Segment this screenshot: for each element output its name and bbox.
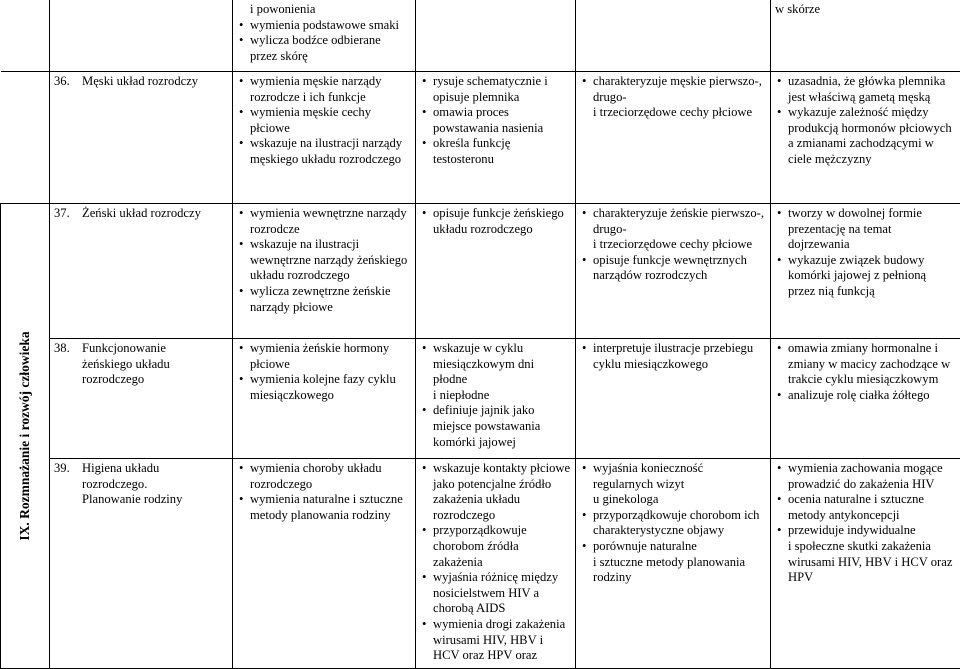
list-item: • wylicza zewnętrzne żeńskie narządy płciowe bbox=[237, 284, 411, 315]
list-item: • wymienia żeńskie hormony płciowe bbox=[237, 341, 411, 372]
table-row-39 bbox=[1, 459, 960, 669]
bullet-list bbox=[580, 508, 766, 555]
empty-cell bbox=[1, 72, 50, 204]
cell-top-col5 bbox=[771, 0, 960, 72]
list-item: • wykazuje związek budowy komórki jajowej z pełnioną przez nią funkcją bbox=[775, 253, 956, 300]
continuation-text: i powonienia bbox=[237, 2, 411, 18]
list-item: • definiuje jajnik jako miejsce powstawania komórki jajowej bbox=[420, 403, 571, 450]
list-item: • wymienia męskie cechy płciowe bbox=[237, 105, 411, 136]
cell-requirement bbox=[233, 204, 416, 339]
list-item: • wyjaśnia różnicę między nosicielstwem HIV a chorobą AIDS bbox=[420, 570, 571, 617]
cell-content bbox=[420, 206, 571, 237]
bullet-list bbox=[420, 403, 571, 450]
cell-requirement bbox=[576, 339, 771, 459]
lesson-number: 37. bbox=[54, 206, 82, 222]
cell-content bbox=[580, 341, 766, 372]
continuation-text: i trzeciorzędowe cechy płciowe bbox=[580, 237, 766, 253]
list-item: • opisuje funkcje wewnętrznych narządów rozrodczych bbox=[580, 253, 766, 284]
cell-top-col4 bbox=[576, 0, 771, 72]
cell-requirement bbox=[576, 459, 771, 669]
list-item: • wymienia podstawowe smaki bbox=[237, 18, 411, 34]
bullet-list bbox=[580, 253, 766, 284]
cell-content bbox=[420, 461, 571, 664]
list-item: • wyjaśnia konieczność regularnych wizyt bbox=[580, 461, 766, 492]
bullet-list bbox=[580, 74, 766, 105]
lesson-cell bbox=[50, 72, 233, 204]
lesson-content bbox=[54, 206, 228, 222]
bullet-list bbox=[237, 18, 411, 65]
empty-cell bbox=[50, 0, 233, 72]
bullet-list bbox=[775, 461, 956, 539]
list-item: • uzasadnia, że główka plemnika jest właściwą gametą męską bbox=[775, 74, 956, 105]
bullet-list bbox=[420, 341, 571, 388]
bullet-list bbox=[580, 341, 766, 372]
cell-requirement bbox=[416, 459, 576, 669]
table-row-top bbox=[1, 0, 960, 72]
lesson-cell bbox=[50, 204, 233, 339]
bullet-list bbox=[775, 74, 956, 168]
bullet-list bbox=[237, 74, 411, 168]
cell-requirement bbox=[771, 339, 960, 459]
cell-requirement bbox=[576, 204, 771, 339]
bullet-list bbox=[420, 206, 571, 237]
cell-content bbox=[775, 2, 956, 18]
list-item: • wylicza bodźce odbierane przez skórę bbox=[237, 33, 411, 64]
cell-requirement bbox=[771, 459, 960, 669]
cell-content bbox=[580, 461, 766, 586]
list-item: • wymienia drogi zakażenia wirusami HIV, HBV i HCV oraz HPV oraz bbox=[420, 617, 571, 664]
lesson-content bbox=[54, 74, 228, 90]
lesson-number: 36. bbox=[54, 74, 82, 90]
list-item: • wymienia wewnętrzne narządy rozrodcze bbox=[237, 206, 411, 237]
cell-requirement bbox=[416, 72, 576, 204]
continuation-text: i społeczne skutki zakażenia wirusami HIV, HBV i HCV oraz HPV bbox=[775, 539, 956, 586]
list-item: • przyporządkowuje chorobom źródła zakażenia bbox=[420, 523, 571, 570]
cell-content bbox=[420, 74, 571, 168]
cell-top-col3 bbox=[416, 0, 576, 72]
bullet-list bbox=[237, 461, 411, 523]
lesson-topic: Higiena układu rozrodczego. Planowanie rodziny bbox=[82, 461, 207, 508]
lesson-content bbox=[54, 461, 228, 508]
lesson-cell bbox=[50, 459, 233, 669]
list-item: • tworzy w dowolnej formie prezentację na temat dojrzewania bbox=[775, 206, 956, 253]
cell-content bbox=[775, 206, 956, 300]
cell-content bbox=[237, 206, 411, 315]
cell-content bbox=[420, 341, 571, 450]
cell-requirement bbox=[771, 204, 960, 339]
cell-content bbox=[580, 206, 766, 284]
list-item: • omawia zmiany hormonalne i zmiany w macicy zachodzące w trakcie cyklu miesiączkowym bbox=[775, 341, 956, 388]
list-item: • wskazuje w cyklu miesiączkowym dni płodne bbox=[420, 341, 571, 388]
cell-content bbox=[237, 2, 411, 64]
bullet-list bbox=[775, 206, 956, 300]
continuation-text: i trzeciorzędowe cechy płciowe bbox=[580, 105, 766, 121]
list-item: • wymienia kolejne fazy cyklu miesiączkowego bbox=[237, 372, 411, 403]
lesson-topic: Żeński układ rozrodczy bbox=[82, 206, 207, 222]
cell-requirement bbox=[576, 72, 771, 204]
continuation-text: u ginekologa bbox=[580, 492, 766, 508]
list-item: • ocenia naturalne i sztuczne metody antykoncepcji bbox=[775, 492, 956, 523]
bullet-list bbox=[775, 341, 956, 403]
cell-requirement bbox=[416, 204, 576, 339]
lesson-topic: Funkcjonowanie żeńskiego układu rozrodczego bbox=[82, 341, 207, 388]
cell-content bbox=[775, 74, 956, 168]
list-item: • wskazuje na ilustracji wewnętrzne narządy żeńskiego układu rozrodczego bbox=[237, 237, 411, 284]
continuation-text: w skórze bbox=[775, 2, 956, 18]
cell-requirement bbox=[233, 459, 416, 669]
section-title: IX. Rozmnażanie i rozwój człowieka bbox=[17, 331, 33, 540]
table-row-36 bbox=[1, 72, 960, 204]
bullet-list bbox=[237, 206, 411, 315]
cell-content bbox=[580, 74, 766, 121]
cell-requirement bbox=[771, 72, 960, 204]
cell-requirement bbox=[233, 72, 416, 204]
lesson-content bbox=[54, 341, 228, 388]
list-item: • przewiduje indywidualne bbox=[775, 523, 956, 539]
bullet-list bbox=[420, 461, 571, 664]
lesson-topic: Męski układ rozrodczy bbox=[82, 74, 207, 90]
list-item: • interpretuje ilustracje przebiegu cyklu miesiączkowego bbox=[580, 341, 766, 372]
cell-content bbox=[237, 74, 411, 168]
list-item: • analizuje rolę ciałka żółtego bbox=[775, 388, 956, 404]
list-item: • wymienia naturalne i sztuczne metody planowania rodziny bbox=[237, 492, 411, 523]
list-item: • wymienia męskie narządy rozrodcze i ich funkcje bbox=[237, 74, 411, 105]
lesson-number: 38. bbox=[54, 341, 82, 357]
bullet-list bbox=[237, 341, 411, 403]
section-label-cell bbox=[1, 204, 50, 669]
table-row-37 bbox=[1, 204, 960, 339]
cell-top-knowledge bbox=[233, 0, 416, 72]
cell-content bbox=[237, 341, 411, 403]
list-item: • opisuje funkcje żeńskiego układu rozrodczego bbox=[420, 206, 571, 237]
cell-requirement bbox=[416, 339, 576, 459]
cell-content bbox=[775, 341, 956, 403]
list-item: • wskazuje na ilustracji narządy męskiego układu rozrodczego bbox=[237, 136, 411, 167]
list-item: • wymienia choroby układu rozrodczego bbox=[237, 461, 411, 492]
table-row-38 bbox=[1, 339, 960, 459]
cell-requirement bbox=[233, 339, 416, 459]
bullet-list bbox=[580, 461, 766, 492]
list-item: • wskazuje kontakty płciowe jako potencjalne źródło zakażenia układu rozrodczego bbox=[420, 461, 571, 523]
list-item: • przyporządkowuje chorobom ich charakterystyczne objawy bbox=[580, 508, 766, 539]
list-item: • charakteryzuje męskie pierwszo-, drugo- bbox=[580, 74, 766, 105]
list-item: • wykazuje zależność między produkcją hormonów płciowych a zmianami zachodzącymi w ciele mężczyzny bbox=[775, 105, 956, 167]
list-item: • wymienia zachowania mogące prowadzić do zakażenia HIV bbox=[775, 461, 956, 492]
cell-content bbox=[775, 461, 956, 586]
list-item: • określa funkcję testosteronu bbox=[420, 136, 571, 167]
cell-content bbox=[237, 461, 411, 523]
bullet-list bbox=[580, 206, 766, 237]
list-item: • rysuje schematycznie i opisuje plemnika bbox=[420, 74, 571, 105]
continuation-text: i niepłodne bbox=[420, 388, 571, 404]
empty-cell bbox=[1, 0, 50, 72]
lesson-number: 39. bbox=[54, 461, 82, 477]
list-item: • porównuje naturalne bbox=[580, 539, 766, 555]
list-item: • omawia proces powstawania nasienia bbox=[420, 105, 571, 136]
continuation-text: i sztuczne metody planowania rodziny bbox=[580, 555, 766, 586]
bullet-list bbox=[420, 74, 571, 168]
lesson-cell bbox=[50, 339, 233, 459]
list-item: • charakteryzuje żeńskie pierwszo-, drugo- bbox=[580, 206, 766, 237]
